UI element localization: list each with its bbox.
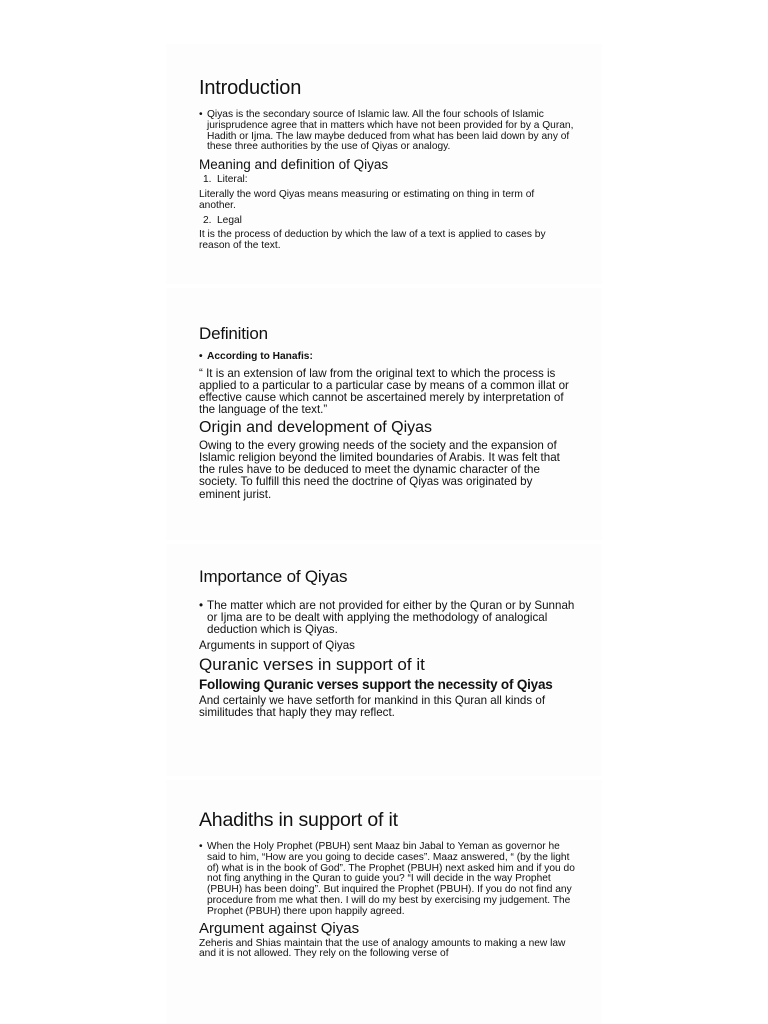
- paragraph: Literally the word Qiyas means measuring or estimating on thing in term of another.: [199, 188, 535, 211]
- slide-definition: [166, 288, 602, 540]
- paragraph: Owing to the every growing needs of the society and the expansion of Islamic religion beyond the limited boundaries of Arabis. It was felt that the rules have to be deduced to meet the dynamic character of the society. To fulfill this need the doctrine of Qiyas was originated by eminent jurist.: [199, 439, 560, 501]
- slide-title: Definition: [199, 324, 268, 343]
- slide-title: Introduction: [199, 77, 302, 99]
- section-heading: Argument against Qiyas: [199, 919, 360, 937]
- list-label: Legal: [217, 214, 242, 226]
- section-heading: Origin and development of Qiyas: [199, 419, 433, 437]
- list-label: Literal:: [217, 174, 248, 186]
- slide-ahadiths: [166, 780, 602, 1024]
- list-item: [199, 175, 602, 186]
- slide-title: Importance of Qiyas: [199, 567, 348, 586]
- section-subheading: Following Quranic verses support the necessity of Qiyas: [199, 677, 553, 693]
- paragraph: Arguments in support of Qiyas: [199, 639, 355, 653]
- list-number: 2.: [203, 214, 212, 226]
- bullet-text: • The matter which are not provided for either by the Quran or by Sunnah or Ijma are to be dealt with applying the methodology of analogical deduction which is Qiyas.: [199, 600, 579, 636]
- slide-title: Ahadiths in support of it: [199, 809, 398, 831]
- slide-importance: [166, 544, 602, 776]
- slide-introduction: [166, 44, 602, 284]
- list-item: [199, 216, 602, 227]
- paragraph: It is the process of deduction by which the law of a text is applied to cases by reason of the text.: [199, 229, 546, 252]
- section-heading: Meaning and definition of Qiyas: [199, 157, 389, 173]
- section-heading: Quranic verses in support of it: [199, 655, 425, 675]
- paragraph: And certainly we have setforth for mankind in this Quran all kinds of similitudes that haply they may reflect.: [199, 694, 546, 720]
- paragraph: Zeheris and Shias maintain that the use of analogy amounts to making a new law and it is not allowed. They rely on the following verse of: [199, 937, 566, 960]
- bullet-text: • Qiyas is the secondary source of Islamic law. All the four schools of Islamic jurisprudence agree that in matters which have not been provided for by a Quran, Hadith or Ijma. The law maybe deduced from what has been laid down by any of these three authorities by the use of Qiyas or analogy.: [199, 110, 577, 153]
- bullet-text: • When the Holy Prophet (PBUH) sent Maaz bin Jabal to Yeman as governor he said to him, “How are you going to decide cases”. Maaz answered, “ (by the light of) what is in the book of God”. The Prophet (PBUH) next asked him and if you do not fing anything in the Quran to guide you? “I will decide in the way Prophet (PBUH) has been doing”. But inquired the Prophet (PBUH). If you do not find any procedure from me what then. I will do my best by exercising my judgement. The Prophet (PBUH) there upon happily agreed.: [199, 842, 577, 918]
- quote-text: “ It is an extension of law from the original text to which the process is applied to a particular to a particular case by means of a common illat or effective cause which cannot be ascertained merely by interpretation of the language of the text.”: [199, 366, 569, 417]
- bullet-text: • According to Hanafis:: [199, 352, 602, 363]
- list-number: 1.: [203, 174, 212, 186]
